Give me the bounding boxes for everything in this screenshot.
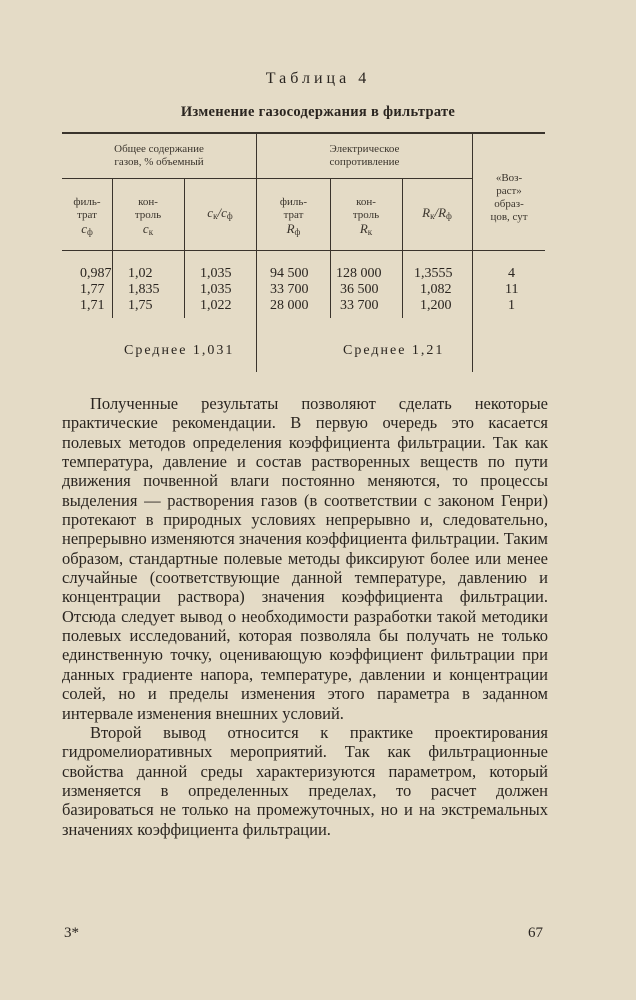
cell-sample-age: 1 [508,298,515,313]
hdr-word: кон- [356,196,376,208]
hdr-word: троль [134,209,162,221]
header-ratio-c [184,206,256,223]
hdr-letter: R [422,205,431,220]
cell-ratio-c: 1,035 [200,282,232,297]
cell-ratio-c: 1,035 [200,266,232,281]
cell-filtrate-c: 1,77 [80,282,105,297]
cell-filtrate-r: 33 700 [270,282,309,297]
hdr-subscript: ф [446,211,452,221]
hdr-subscript: ф [294,227,301,237]
hdr-word: филь- [279,196,308,208]
cell-control-r: 36 500 [340,282,379,297]
cell-control-c: 1,75 [128,298,153,313]
average-c: Среднее 1,031 [124,343,235,358]
hdr-symbol [257,222,330,239]
header-gas-content [62,143,256,169]
header-resistance [257,143,472,169]
hdr-letter: /c [217,205,227,220]
paragraph-2 [62,723,548,839]
hdr-subscript: к [213,211,218,221]
hdr-letter: c [207,205,214,220]
body-text [62,394,548,839]
hdr-subscript: ф [226,211,233,221]
header-filtrate-r [257,196,330,239]
cell-control-c: 1,835 [128,282,160,297]
hdr-word: раст» [496,185,522,197]
cell-ratio-c: 1,022 [200,298,232,313]
hdr-word: кон- [138,196,158,208]
table-number: Таблица 4 [265,70,371,87]
hdr-symbol [112,222,184,239]
hdr-subscript: к [430,211,435,221]
cell-ratio-r: 1,200 [420,298,452,313]
average-r: Среднее 1,21 [343,343,445,358]
header-gas-line1: Общее содержание [114,143,204,155]
hdr-subscript: ф [86,227,93,237]
table-vline [184,178,185,318]
hdr-word: трат [283,209,304,221]
hdr-subscript: к [148,227,154,237]
header-gas-line2: газов, % объемный [114,156,204,168]
hdr-letter: R [286,221,295,236]
hdr-symbol [330,222,402,239]
hdr-word: «Воз- [495,172,523,184]
paragraph-2-text: Второй вывод относится к практике проектирования гидромелиоративных мероприятий. Так как фильтрационные свойства данной среды характеризуются параметром, который изменяется в определенных пределах, то расчет должен базироваться не только на промежуточных, но и на экстремальных значениях коэффициента фильтрации. [62,722,548,839]
hdr-symbol [62,222,112,239]
signature-mark: 3* [64,925,79,941]
hdr-word: троль [352,209,380,221]
table-vline [472,132,473,372]
cell-filtrate-r: 94 500 [270,266,309,281]
cell-control-r: 33 700 [340,298,379,313]
cell-control-c: 1,02 [128,266,153,281]
hdr-letter: /R [434,205,447,220]
header-res-line2: сопротивление [329,156,400,168]
hdr-letter: c [142,221,149,236]
header-res-line1: Электрическое [329,143,400,155]
cell-control-r: 128 000 [336,266,382,281]
cell-filtrate-c: 0,987 [80,266,112,281]
table-caption: Изменение газосодержания в фильтрате [180,104,456,120]
hdr-word: трат [77,209,97,221]
header-filtrate-c [62,196,112,239]
cell-sample-age: 11 [505,282,519,297]
page-number: 67 [528,925,543,941]
cell-ratio-r: 1,082 [420,282,452,297]
table-vline [402,178,403,318]
header-ratio-r [402,206,472,223]
hdr-word: цов, сут [490,211,528,223]
cell-ratio-r: 1,3555 [414,266,453,281]
hdr-word: филь- [73,196,101,208]
table-group-rule [62,178,472,179]
header-sample-age [473,172,545,224]
cell-filtrate-c: 1,71 [80,298,105,313]
cell-sample-age: 4 [508,266,515,281]
hdr-subscript: к [367,227,373,237]
hdr-letter: c [81,221,87,236]
header-control-r [330,196,402,239]
paragraph-1 [62,394,548,723]
cell-filtrate-r: 28 000 [270,298,309,313]
header-control-c [112,196,184,239]
hdr-word: образ- [494,198,524,210]
paragraph-1-text: Полученные результаты позволяют сделать некоторые практические рекомендации. В первую очередь это касается полевых методов определения коэффициента фильтрации. Так как температура, давление и состав растворенных веществ по пути движения почвенной влаги постоянно меняются, то процессы выделения — растворения газов (в соответствии с законом Генри) протекают в природных условиях непрерывно и, следовательно, непрерывно изменяются значения коэффициента фильтрации. Таким образом, стандартные полевые методы фиксируют более или менее случайные (соответствующие данной температуре, давлению и концентрации раствора) значения коэффициента фильтрации. Отсюда следует вывод о необходимости разработки такой методики полевых исследований, которая позволяла бы получать не только единственную точку, оценивающую коэффициент фильтрации при данных градиенте напора, температуре, давлении и концентрации солей, но и пределы изменения этого параметра в заданном интервале изменения внешних условий. [62,394,548,723]
hdr-letter: R [359,221,368,236]
